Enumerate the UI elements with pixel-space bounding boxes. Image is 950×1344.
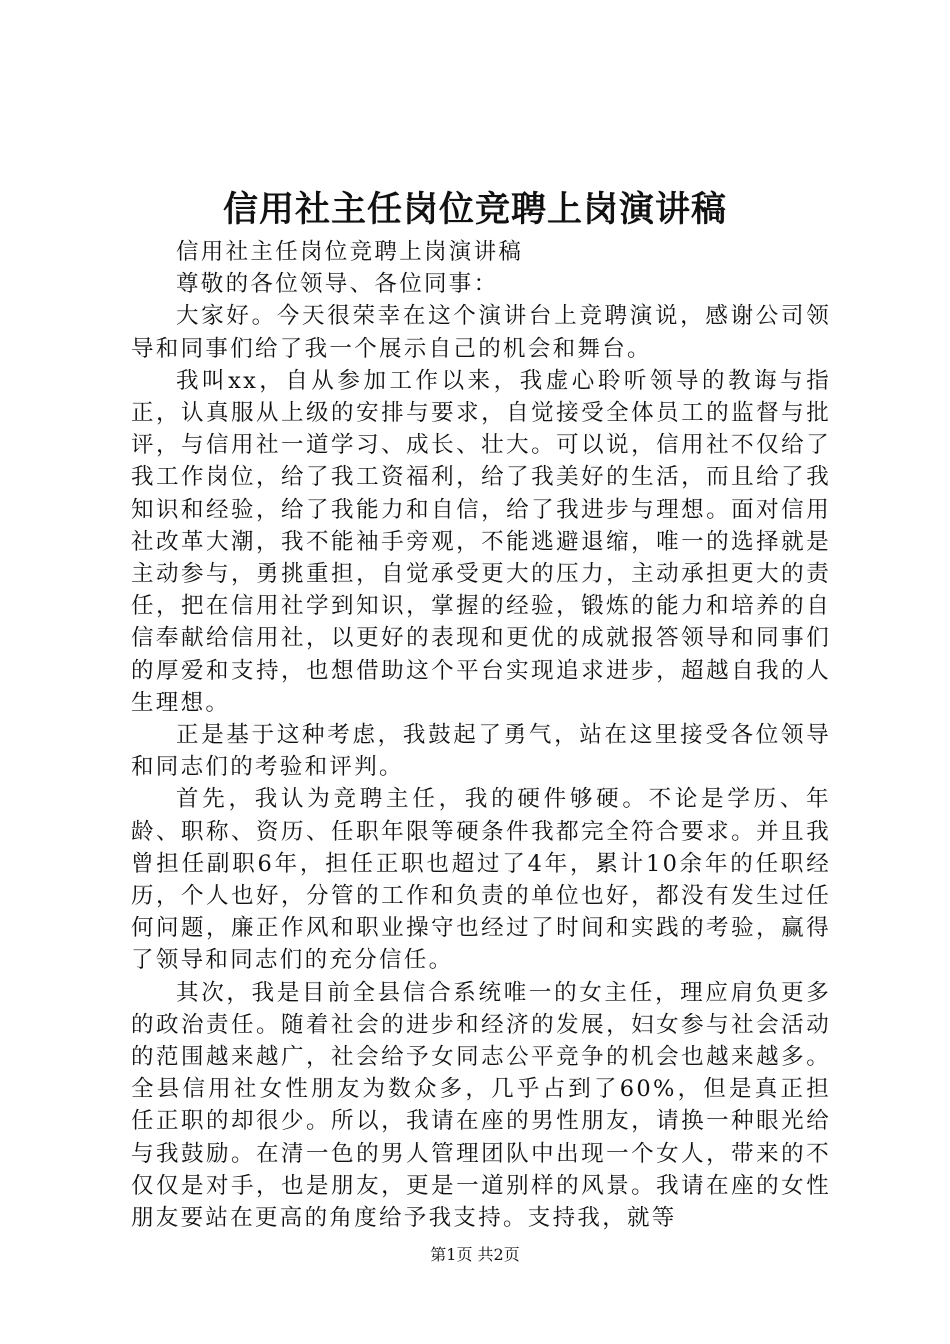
paragraph-motivation: 正是基于这种考虑，我鼓起了勇气，站在这里接受各位领导和同志们的考验和评判。 <box>131 722 831 781</box>
document-title: 信用社主任岗位竞聘上岗演讲稿 <box>222 189 727 230</box>
paragraph-salutation: 尊敬的各位领导、各位同事： <box>176 271 499 298</box>
paragraph-greeting: 大家好。今天很荣幸在这个演讲台上竞聘演说，感谢公司领导和同事们给了我一个展示自己的机会和舞台。 <box>131 303 831 362</box>
document-body <box>131 236 831 1234</box>
paragraph-qualifications: 首先，我认为竞聘主任，我的硬件够硬。不论是学历、年龄、职称、资历、任职年限等硬条件我都完全符合要求。并且我曾担任副职6年，担任正职也超过了4年，累计10余年的任职经历，个人也好，分管的工作和负责的单位也好，都没有发生过任何问题，廉正作风和职业操守也经过了时间和实践的考验，赢得了领导和同志们的充分信任。 <box>131 786 831 974</box>
page-number-footer: 第1页 共2页 <box>430 1245 520 1264</box>
paragraph-responsibility: 其次，我是目前全县信合系统唯一的女主任，理应肩负更多的政治责任。随着社会的进步和经济的发展，妇女参与社会活动的范围越来越广，社会给予女同志公平竞争的机会也越来越多。全县信用社女性朋友为数众多，几乎占到了60%，但是真正担任正职的却很少。所以，我请在座的男性朋友，请换一种眼光给与我鼓励。在清一色的男人管理团队中出现一个女人，带来的不仅仅是对手，也是朋友，更是一道别样的风景。我请在座的女性朋友要站在更高的角度给予我支持。支持我，就等 <box>131 979 831 1232</box>
paragraph-subtitle: 信用社主任岗位竞聘上岗演讲稿 <box>176 239 524 265</box>
paragraph-introduction: 我叫xx，自从参加工作以来，我虚心聆听领导的教诲与指正，认真服从上级的安排与要求，自觉接受全体员工的监督与批评，与信用社一道学习、成长、壮大。可以说，信用社不仅给了我工作岗位，给了我工资福利，给了我美好的生活，而且给了我知识和经验，给了我能力和自信，给了我进步与理想。面对信用社改革大潮，我不能袖手旁观，不能逃避退缩，唯一的选择就是主动参与，勇挑重担，自觉承受更大的压力，主动承担更大的责任，把在信用社学到知识，掌握的经验，锻炼的能力和培养的自信奉献给信用社，以更好的表现和更优的成就报答领导和同事们的厚爱和支持，也想借助这个平台实现追求进步，超越自我的人生理想。 <box>131 367 831 716</box>
